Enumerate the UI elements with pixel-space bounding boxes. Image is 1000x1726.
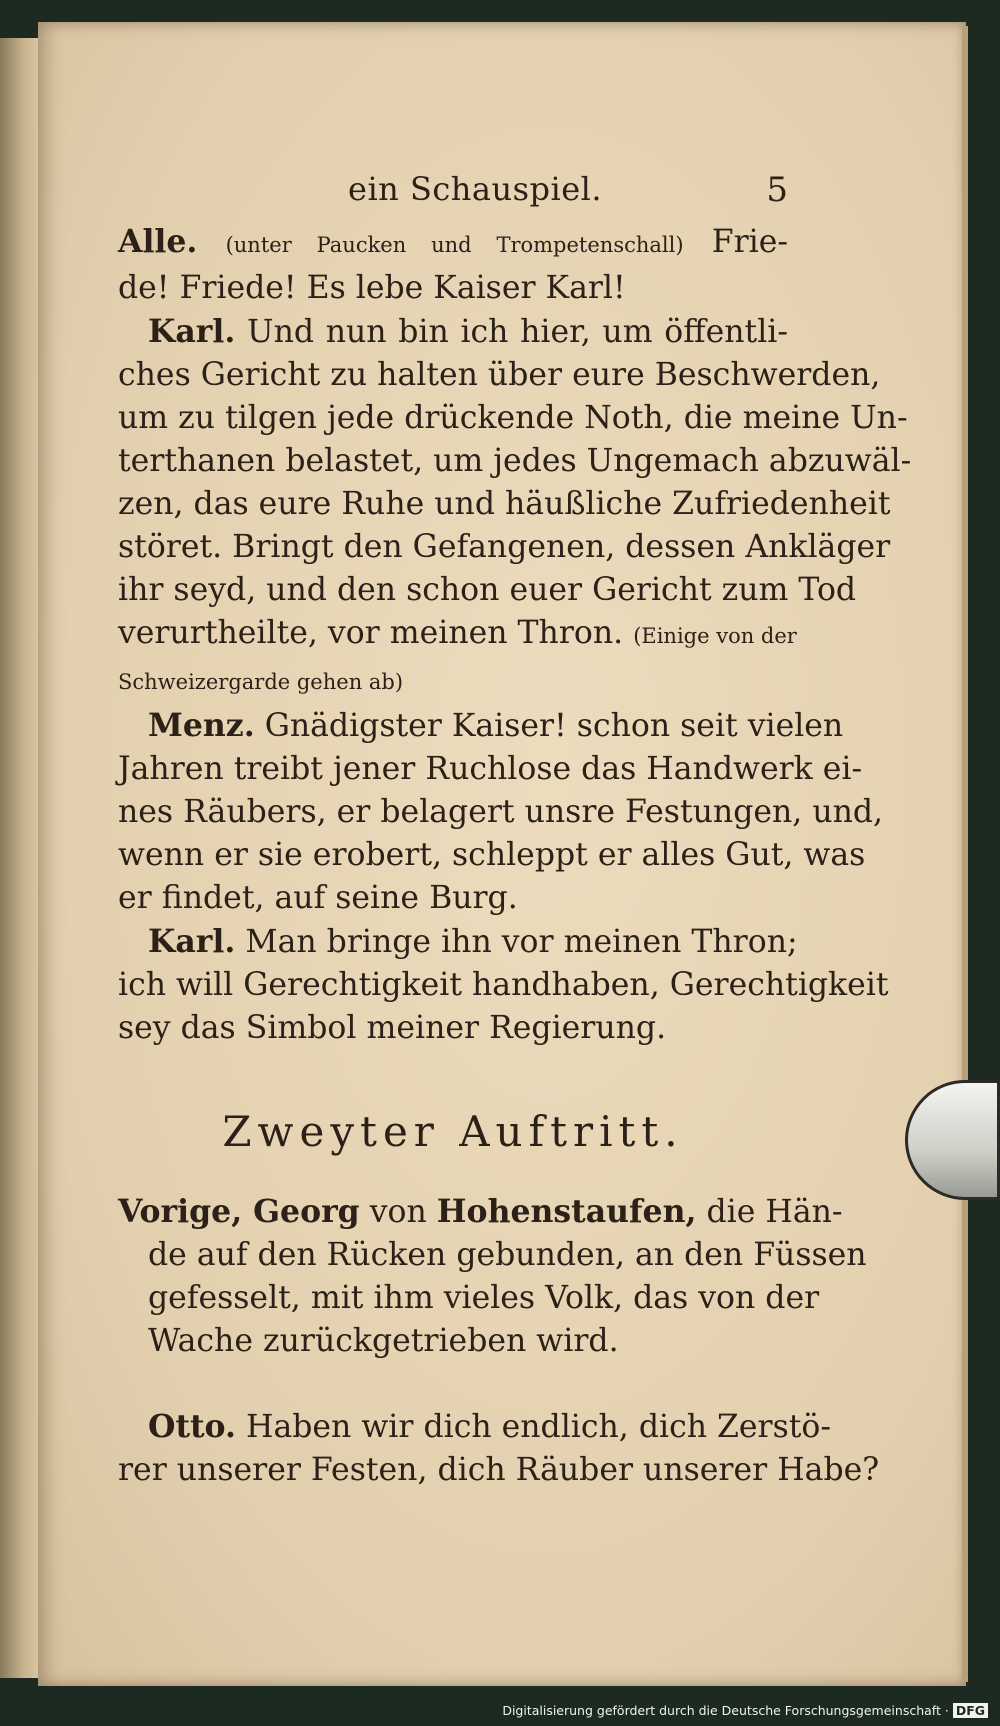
text-line xyxy=(118,1190,843,1234)
speaker-name: Karl. xyxy=(148,923,236,960)
stage-direction: (Einige von der xyxy=(633,624,797,648)
text-fragment: Und nun bin ich hier, um öffentli- xyxy=(247,314,788,350)
text-fragment: Haben wir dich endlich, dich Zerstö- xyxy=(245,1409,832,1445)
speaker-name: Alle. xyxy=(118,223,198,260)
dfg-logo: DFG xyxy=(953,1703,988,1718)
text-line xyxy=(118,310,788,354)
text-line: störet. Bringt den Gefangenen, dessen Ankläger xyxy=(118,529,891,565)
text-line: er findet, auf seine Burg. xyxy=(118,880,518,916)
text-line xyxy=(118,658,788,704)
page-header xyxy=(118,160,788,220)
text-fragment: verurtheilte, vor meinen Thron. xyxy=(118,615,624,651)
text-line: wenn er sie erobert, schleppt er alles Gut, was xyxy=(118,837,866,873)
text-line: de! Friede! Es lebe Kaiser Karl! xyxy=(118,270,626,306)
text-line: nes Räubers, er belagert unsre Festungen, und, xyxy=(118,794,884,830)
page-text xyxy=(118,160,912,1492)
running-head: ein Schauspiel. xyxy=(348,170,603,208)
text-line xyxy=(118,704,844,748)
speaker-name: Karl. xyxy=(148,313,236,350)
text-line xyxy=(118,612,797,658)
page-edge xyxy=(962,26,968,1682)
credit-text: Digitalisierung gefördert durch die Deutsche Forschungsgemeinschaft · xyxy=(502,1703,949,1718)
text-fragment: Frie- xyxy=(711,224,789,260)
speaker-name: Menz. xyxy=(148,707,255,744)
text-fragment: Man bringe ihn vor meinen Thron; xyxy=(245,924,798,960)
text-line xyxy=(118,1405,832,1449)
text-line: zen, das eure Ruhe und häußliche Zufriedenheit xyxy=(118,486,891,522)
text-line: um zu tilgen jede drückende Noth, die meine Un- xyxy=(118,400,908,436)
text-line: terthanen belastet, um jedes Ungemach abzuwäl- xyxy=(118,443,912,479)
text-line: Jahren treibt jener Ruchlose das Handwerk ei- xyxy=(118,751,863,787)
text-fragment: die Hän- xyxy=(706,1194,843,1230)
text-line: Wache zurückgetrieben wird. xyxy=(148,1323,619,1359)
text-line xyxy=(118,920,798,964)
text-line: ihr seyd, und den schon euer Gericht zum Tod xyxy=(118,572,857,608)
character-list: Hohenstaufen, xyxy=(436,1193,697,1230)
speaker-name: Otto. xyxy=(148,1408,236,1445)
book-left-edge xyxy=(0,38,40,1678)
stage-direction: Schweizergarde gehen ab) xyxy=(118,670,404,694)
text-line xyxy=(118,220,788,267)
character-list: Vorige, Georg xyxy=(118,1193,360,1230)
digitization-credit xyxy=(502,1703,988,1718)
text-line: de auf den Rücken gebunden, an den Füssen xyxy=(148,1237,867,1273)
text-line: rer unserer Festen, dich Räuber unserer Habe? xyxy=(118,1452,880,1488)
text-line: gefesselt, mit ihm vieles Volk, das von der xyxy=(148,1280,820,1316)
page-number: 5 xyxy=(766,170,788,210)
text-fragment: Gnädigster Kaiser! schon seit vielen xyxy=(264,708,844,744)
text-line: ich will Gerechtigkeit handhaben, Gerechtigkeit xyxy=(118,967,889,1003)
scene-title: Zweyter Auftritt. xyxy=(222,1107,684,1156)
text-fragment: von xyxy=(369,1194,427,1230)
text-line: ches Gericht zu halten über eure Beschwerden, xyxy=(118,357,881,393)
stage-direction: (unter Paucken und Trompetenschall) xyxy=(225,233,684,257)
text-line: sey das Simbol meiner Regierung. xyxy=(118,1010,667,1046)
